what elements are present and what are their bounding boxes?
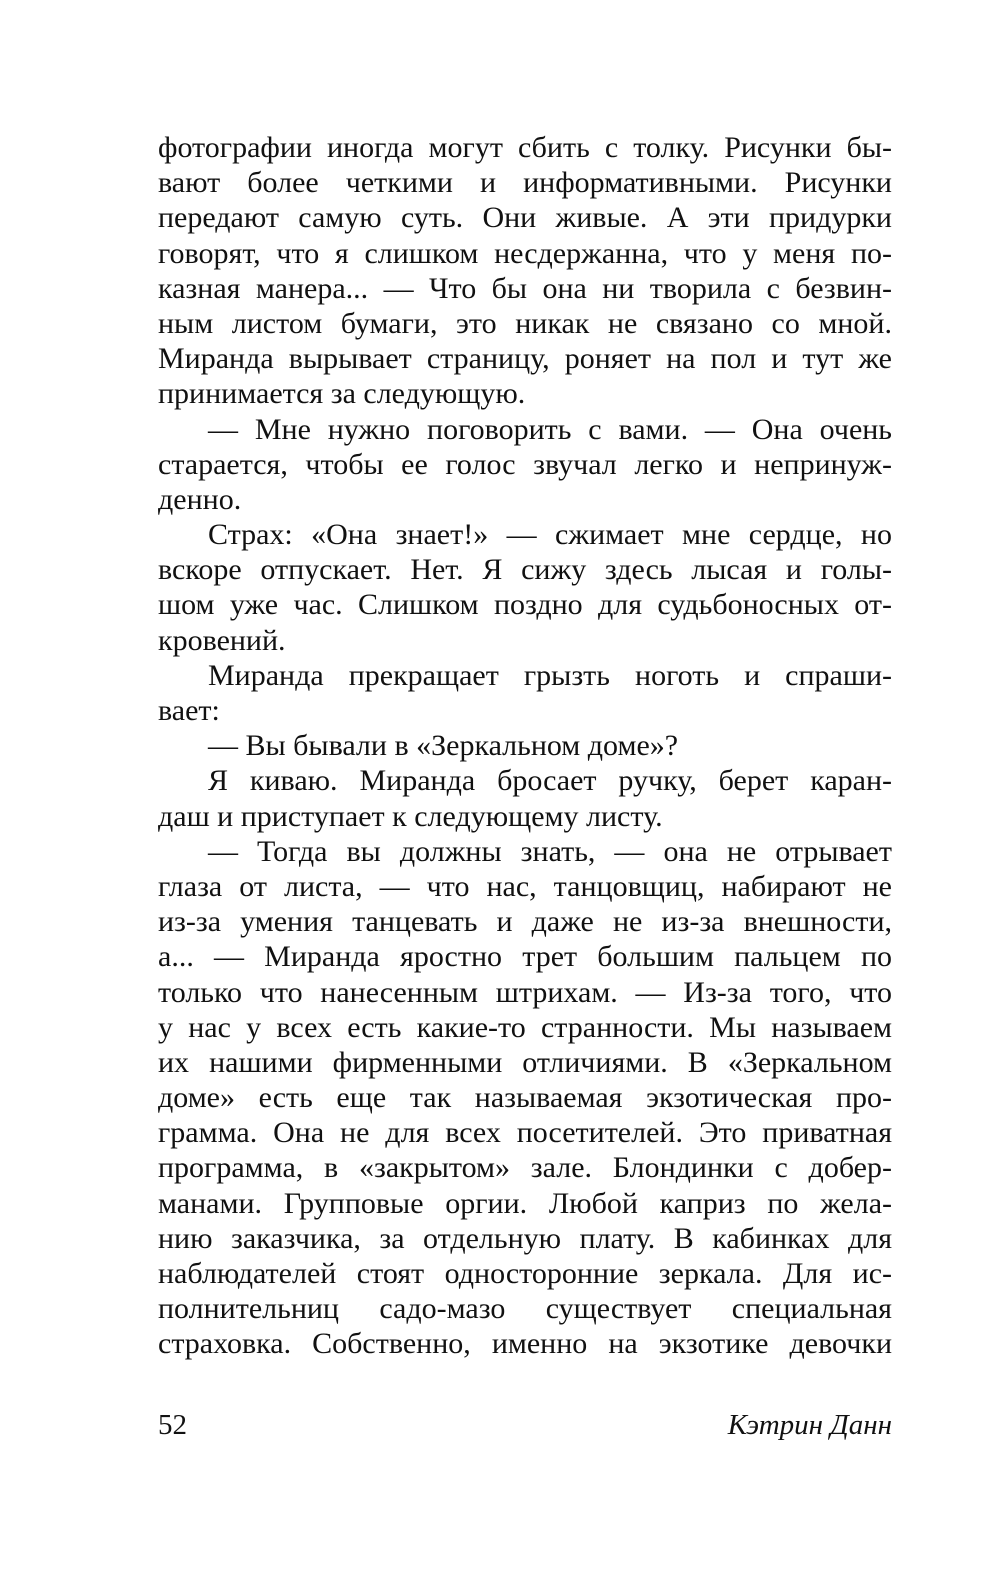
text-line: манами. Групповые оргии. Любой каприз по жела-: [158, 1186, 892, 1220]
text-line: шом уже час. Слишком поздно для судьбоносных от-: [158, 588, 892, 622]
text-line: денно.: [158, 482, 242, 516]
text-line: даш и приступает к следующему листу.: [158, 799, 663, 833]
text-line: Миранда прекращает грызть ноготь и спраши-: [208, 658, 892, 692]
text-line: их нашими фирменными отличиями. В «Зеркальном: [158, 1045, 892, 1079]
text-line: передают самую суть. Они живые. А эти придурки: [158, 201, 892, 235]
text-line: говорят, что я слишком несдержанна, что у меня по-: [158, 236, 892, 270]
page-number: 52: [158, 1409, 187, 1441]
text-line: — Вы бывали в «Зеркальном доме»?: [208, 729, 679, 763]
text-line: — Мне нужно поговорить с вами. — Она очень: [208, 412, 892, 446]
text-line: нию заказчика, за отдельную плату. В кабинках для: [158, 1221, 892, 1255]
text-line: наблюдателей стоят односторонние зеркала. Для ис-: [158, 1257, 892, 1290]
text-line: принимается за следующую.: [158, 377, 526, 411]
text-line: вают более четкими и информативными. Рисунки: [158, 166, 892, 200]
text-line: фотографии иногда могут сбить с толку. Рисунки бы-: [158, 131, 892, 164]
text-line: казная манера... — Что бы она ни творила с безвин-: [158, 271, 892, 305]
text-line: полнительниц садо-мазо существует специальная: [158, 1292, 892, 1326]
text-line: старается, чтобы ее голос звучал легко и непринуж-: [158, 447, 892, 481]
text-line: Я киваю. Миранда бросает ручку, берет каран-: [208, 764, 892, 798]
running-author: Кэтрин Данн: [727, 1409, 892, 1441]
text-line: только что нанесенным штрихам. — Из-за того, что: [158, 975, 892, 1009]
text-line: программа, в «закрытом» зале. Блондинки с добер-: [158, 1151, 892, 1185]
text-line: Страх: «Она знает!» — сжимает мне сердце, но: [208, 518, 892, 552]
text-line: грамма. Она не для всех посетителей. Это приватная: [158, 1116, 892, 1150]
text-line: доме» есть еще так называемая экзотическая про-: [158, 1081, 892, 1115]
text-line: вскоре отпускает. Нет. Я сижу здесь лысая и голы-: [158, 553, 892, 587]
text-line: Миранда вырывает страницу, роняет на пол и тут же: [158, 342, 892, 376]
text-line: кровений.: [158, 623, 286, 657]
page-footer: [158, 1405, 892, 1445]
text-line: вает:: [158, 694, 220, 727]
text-line: у нас у всех есть какие-то странности. Мы называем: [158, 1010, 892, 1044]
body-text: [158, 130, 892, 1362]
text-line: страховка. Собственно, именно на экзотике девочки: [158, 1327, 892, 1361]
text-line: ным листом бумаги, это никак не связано со мной.: [158, 306, 892, 340]
text-line: а... — Миранда яростно трет большим пальцем по: [158, 940, 892, 974]
text-line: глаза от листа, — что нас, танцовщиц, набирают не: [158, 869, 892, 903]
text-line: — Тогда вы должны знать, — она не отрывает: [208, 834, 892, 868]
text-line: из-за умения танцевать и даже не из-за внешности,: [158, 905, 892, 939]
